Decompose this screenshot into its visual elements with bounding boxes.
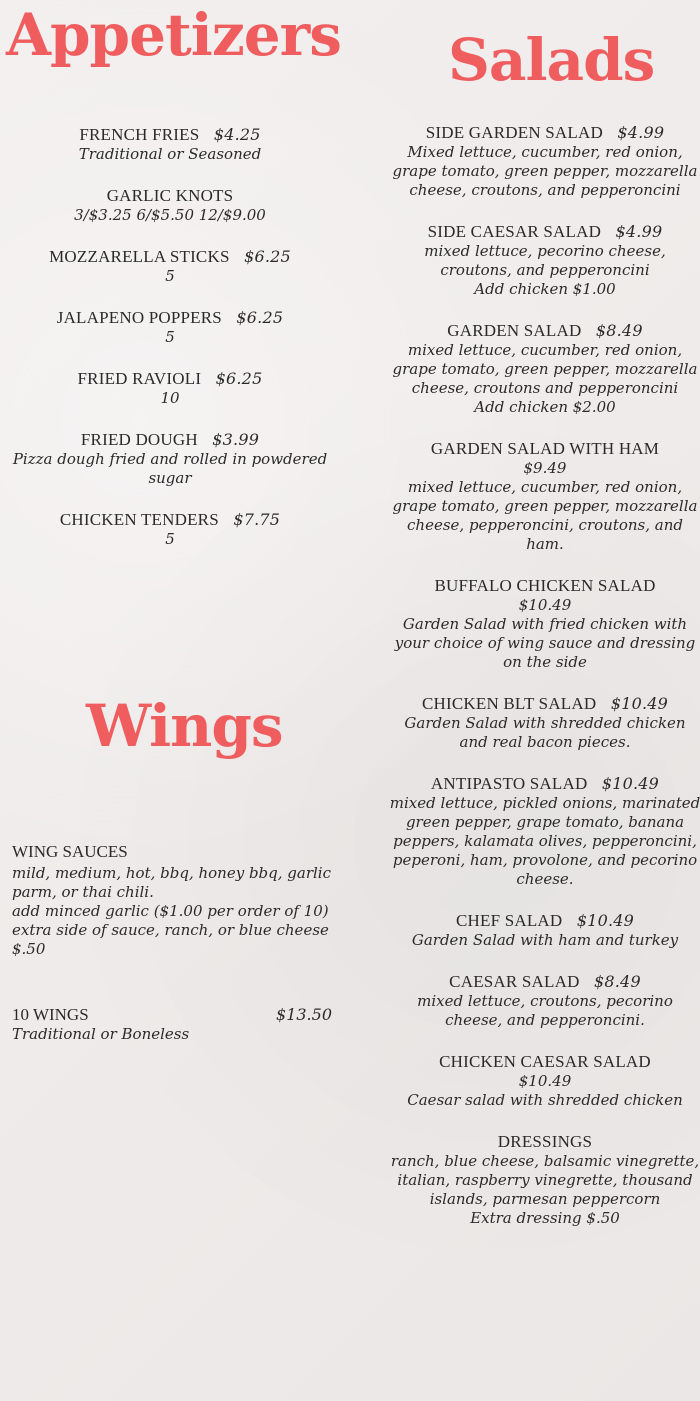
appetizer-sub: 3/$3.25 6/$5.50 12/$9.00 <box>74 206 266 224</box>
salad-price: $4.99 <box>615 222 663 241</box>
appetizer-item-name-line <box>0 510 340 530</box>
salad-price: $10.49 <box>601 774 660 793</box>
wings-item-price: $13.50 <box>276 1005 332 1024</box>
salad-name: CAESAR SALAD <box>449 972 580 991</box>
salad-item-caesar <box>388 972 700 1030</box>
appetizer-name: CHICKEN TENDERS <box>59 510 219 529</box>
appetizer-price: $7.75 <box>233 510 281 529</box>
appetizer-item-garlic-knots <box>0 186 340 225</box>
appetizer-sub: 5 <box>165 530 175 548</box>
dressings-section <box>388 1132 700 1228</box>
salad-item-chicken-caesar <box>388 1052 700 1110</box>
salad-name-line <box>388 439 700 459</box>
appetizer-item-fried-dough <box>0 430 340 488</box>
salad-price-line: $10.49 <box>518 1072 572 1090</box>
salad-desc: Mixed lettuce, cucumber, red onion, grape tomato, green pepper, mozzarella cheese, croutons, and pepperoncini <box>392 143 698 199</box>
salad-name-line <box>388 911 700 931</box>
appetizer-item-name-line <box>0 369 340 389</box>
salad-desc: Garden Salad with fried chicken with your choice of wing sauce and dressing on the side <box>394 615 696 671</box>
salad-name-line <box>388 123 700 143</box>
appetizer-sub: Pizza dough fried and rolled in powdered sugar <box>12 450 328 487</box>
appetizer-price: $6.25 <box>236 308 284 327</box>
salad-price-line: $10.49 <box>518 596 572 614</box>
salad-name-line <box>388 222 700 242</box>
salad-name: ANTIPASTO SALAD <box>430 774 588 793</box>
salad-name: SIDE GARDEN SALAD <box>425 123 603 142</box>
salad-item-buffalo-chicken <box>388 576 700 672</box>
salad-desc: mixed lettuce, pecorino cheese, croutons, and pepperoncini <box>424 242 666 279</box>
salad-desc: Garden Salad with shredded chicken and real bacon pieces. <box>404 714 686 751</box>
appetizer-item-chicken-tenders <box>0 510 340 549</box>
appetizer-price: $4.25 <box>213 125 261 144</box>
appetizer-item-name-line <box>0 186 340 206</box>
appetizer-price: $3.99 <box>212 430 260 449</box>
salad-price: $8.49 <box>594 972 641 991</box>
appetizer-name: FRIED RAVIOLI <box>77 369 202 388</box>
wing-sauces-line: add minced garlic ($1.00 per order of 10) <box>12 902 329 920</box>
appetizer-name: GARLIC KNOTS <box>106 186 234 205</box>
salad-name-line <box>388 694 700 714</box>
salad-name: SIDE CAESAR SALAD <box>427 222 602 241</box>
salad-price-line: $9.49 <box>523 459 567 477</box>
wings-heading: Wings <box>86 692 283 760</box>
appetizer-item-jalapeno-poppers <box>0 308 340 347</box>
appetizer-price: $6.25 <box>215 369 263 388</box>
salad-desc: Caesar salad with shredded chicken <box>407 1091 683 1109</box>
salad-price: $4.99 <box>617 123 665 142</box>
salad-desc: mixed lettuce, pickled onions, marinated green pepper, grape tomato, banana peppers, kalamata olives, pepperoncini, peperoni, ham, provolone, and pecorino cheese. <box>389 794 700 888</box>
salad-desc: mixed lettuce, croutons, pecorino cheese, and pepperoncini. <box>417 992 673 1029</box>
appetizer-sub: 5 <box>165 267 175 285</box>
salad-name: CHEF SALAD <box>455 911 563 930</box>
wings-item-sub: Traditional or Boneless <box>12 1025 190 1043</box>
salad-desc: Garden Salad with ham and turkey <box>411 931 679 949</box>
appetizer-item-french-fries <box>0 125 340 164</box>
salad-item-antipasto <box>388 774 700 889</box>
appetizer-sub: Traditional or Seasoned <box>78 145 262 163</box>
salad-item-garden-ham <box>388 439 700 554</box>
appetizer-item-name-line <box>0 430 340 450</box>
appetizer-name: MOZZARELLA STICKS <box>49 247 230 266</box>
salad-name-line <box>388 972 700 992</box>
wing-sauces-section <box>12 842 337 959</box>
salad-item-chef <box>388 911 700 950</box>
salad-name-line <box>388 1052 700 1072</box>
wings-item-name: 10 WINGS <box>12 1005 89 1024</box>
salad-item-side-caesar <box>388 222 700 299</box>
appetizer-name: FRENCH FRIES <box>79 125 200 144</box>
salads-heading: Salads <box>448 26 655 94</box>
dressings-list: ranch, blue cheese, balsamic vinegrette, italian, raspberry vinegrette, thousand islands, parmesan peppercorn <box>390 1152 700 1208</box>
appetizer-item-mozzarella-sticks <box>0 247 340 286</box>
salad-name-line <box>388 576 700 596</box>
appetizer-item-fried-ravioli <box>0 369 340 408</box>
salad-name: GARDEN SALAD WITH HAM <box>430 439 660 458</box>
appetizer-sub: 5 <box>165 328 175 346</box>
salad-addon: Add chicken $2.00 <box>474 398 616 416</box>
dressings-extra: Extra dressing $.50 <box>470 1209 620 1227</box>
salad-item-side-garden <box>388 123 700 200</box>
salad-name: GARDEN SALAD <box>447 321 582 340</box>
salad-price: $10.49 <box>610 694 668 713</box>
appetizers-heading: Appetizers <box>6 1 341 69</box>
wing-sauces-line: extra side of sauce, ranch, or blue cheese $.50 <box>12 921 329 958</box>
appetizers-section <box>0 125 340 571</box>
appetizer-price: $6.25 <box>244 247 291 266</box>
appetizer-item-name-line <box>0 247 340 267</box>
salad-desc: mixed lettuce, cucumber, red onion, grape tomato, green pepper, mozzarella cheese, pepperoncini, croutons, and ham. <box>392 478 698 553</box>
appetizer-item-name-line <box>0 308 340 328</box>
salads-section <box>388 123 700 1250</box>
appetizer-name: FRIED DOUGH <box>80 430 198 449</box>
appetizer-name: JALAPENO POPPERS <box>56 308 222 327</box>
salad-name-line <box>388 321 700 341</box>
salad-name: CHICKEN CAESAR SALAD <box>439 1052 651 1071</box>
salad-name: BUFFALO CHICKEN SALAD <box>434 576 656 595</box>
salad-price: $8.49 <box>595 321 643 340</box>
dressings-title: DRESSINGS <box>497 1132 593 1151</box>
salad-item-chicken-blt <box>388 694 700 752</box>
salad-item-garden <box>388 321 700 417</box>
appetizer-sub: 10 <box>160 389 180 407</box>
wings-item <box>12 1005 332 1044</box>
salad-price: $10.49 <box>576 911 634 930</box>
salad-name: CHICKEN BLT SALAD <box>421 694 597 713</box>
salad-desc: mixed lettuce, cucumber, red onion, grape tomato, green pepper, mozzarella cheese, croutons and pepperoncini <box>392 341 698 397</box>
appetizer-item-name-line <box>0 125 340 145</box>
wing-sauces-line: mild, medium, hot, bbq, honey bbq, garlic parm, or thai chili. <box>12 864 331 901</box>
salad-name-line <box>388 774 700 794</box>
wing-sauces-title: WING SAUCES <box>12 842 128 861</box>
salad-addon: Add chicken $1.00 <box>474 280 616 298</box>
